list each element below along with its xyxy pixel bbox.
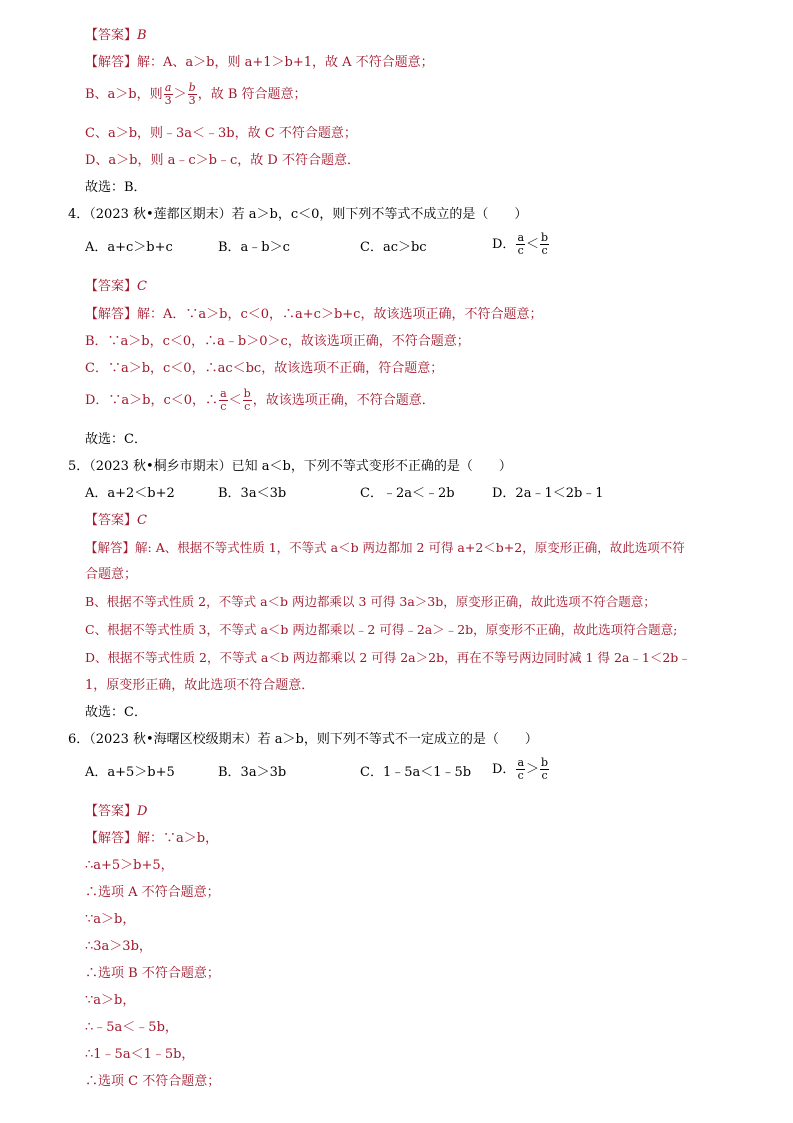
q5-stem: 5．（2023 秋•桐乡市期末）已知 a＜b，下列不等式变形不正确的是（ ） [68,459,512,474]
q5-option-b: B．3a＜3b [218,486,287,501]
q6-answer: 【答案】D [85,804,148,819]
q3-solution-line4: D、a＞b，则 a﹣c＞b﹣c，故 D 不符合题意． [85,153,360,168]
q4-solution-line1: 【解答】解：A．∵a＞b，c＜0，∴a+c＞b+c，故该选项正确，不符合题意； [85,307,543,322]
q4-choose: 故选：C． [85,432,147,447]
q5-option-a: A．a+2＜b+2 [85,486,175,501]
q6-solution-step-7: ∴﹣5a＜﹣5b， [85,1020,178,1035]
q5-solution-line1: 【解答】解: A、根据不等式性质 1，不等式 a＜b 两边都加 2 可得 a+2＜b+2，原变形正确，故此选项不符 [85,540,685,555]
q6-solution-step-9: ∴选项 C 不符合题意； [85,1074,221,1089]
fraction-a-over-3: $\frac{a}{3}$ [164,81,172,107]
q4-option-a: A．a+c＞b+c [85,240,173,255]
q6-option-c: C．1﹣5a＜1﹣5b [360,765,472,780]
q6-option-b: B．3a＞3b [218,765,287,780]
q6-solution-step-8: ∴1﹣5a＜1﹣5b， [85,1047,195,1062]
q4-option-c: C．ac＞bc [360,240,427,255]
q6-solution-step-4: ∴3a＞3b， [85,939,152,954]
q6-option-a: A．a+5＞b+5 [85,765,175,780]
q4-solution-line3: C．∵a＞b，c＜0，∴ac＜bc，故该选项不正确，符合题意； [85,361,444,376]
q5-solution-line4b: 1，原变形正确，故此选项不符合题意． [85,678,315,693]
q5-option-c: C．﹣2a＜﹣2b [360,486,455,501]
q5-answer: 【答案】C [85,513,147,528]
q5-solution-line3: C、根据不等式性质 3，不等式 a＜b 两边都乘以﹣2 可得﹣2a＞﹣2b，原变形不正确，故此选项符合题意; [85,622,678,637]
q4-solution-line4: D．∵a＞b，c＜0，∴ $\frac{a}{c}$ ＜ $\frac{b}{c}$ ，故该选项正确，不符合题意． [85,387,435,413]
q3-solution-line1: 【解答】解：A、a＞b，则 a+1＞b+1，故 A 不符合题意； [85,55,434,70]
q4-option-d: D． $\frac{a}{c}$ ＜ $\frac{b}{c}$ [492,231,549,257]
q5-solution-line1b: 合题意； [85,567,138,582]
q6-solution-step-1: ∴a+5＞b+5， [85,858,174,873]
q5-solution-line2: B、根据不等式性质 2，不等式 a＜b 两边都乘以 3 可得 3a＞3b，原变形正确，故此选项不符合题意； [85,594,656,609]
q6-solution-step-0: 【解答】解：∵a＞b， [85,831,219,846]
q5-option-d: D．2a﹣1＜2b﹣1 [492,486,604,501]
q6-stem: 6．（2023 秋•海曙区校级期末）若 a＞b，则下列不等式不一定成立的是（ ） [68,732,538,747]
fraction-b-over-3: $\frac{b}{3}$ [188,81,196,107]
q6-solution-step-6: ∵a＞b， [85,993,136,1008]
q4-stem: 4．（2023 秋•莲都区期末）若 a＞b，c＜0，则下列不等式不成立的是（ ） [68,207,528,222]
q6-option-d: D． $\frac{a}{c}$ ＞ $\frac{b}{c}$ [492,756,549,782]
q6-solution-step-3: ∵a＞b， [85,912,136,927]
q6-solution-step-5: ∴选项 B 不符合题意； [85,966,220,981]
q3-answer: 【答案】B [85,28,147,43]
q5-solution-line4: D、根据不等式性质 2，不等式 a＜b 两边都乘以 2 可得 2a＞2b，再在不等号两边同时减 1 得 2a﹣1＜2b﹣ [85,650,691,665]
q4-answer: 【答案】C [85,279,147,294]
q3-solution-line2: B、a＞b，则 $\frac{a}{3}$ ＞ $\frac{b}{3}$ ，故 B 符合题意； [85,81,307,107]
q3-solution-line3: C、a＞b，则﹣3a＜﹣3b，故 C 不符合题意； [85,126,357,141]
q5-choose: 故选：C． [85,705,147,720]
q3-choose: 故选：B． [85,180,147,195]
q4-solution-line2: B．∵a＞b，c＜0，∴a﹣b＞0＞c，故该选项正确，不符合题意； [85,334,470,349]
q6-solution-step-2: ∴选项 A 不符合题意； [85,885,220,900]
q4-option-b: B．a﹣b＞c [218,240,290,255]
